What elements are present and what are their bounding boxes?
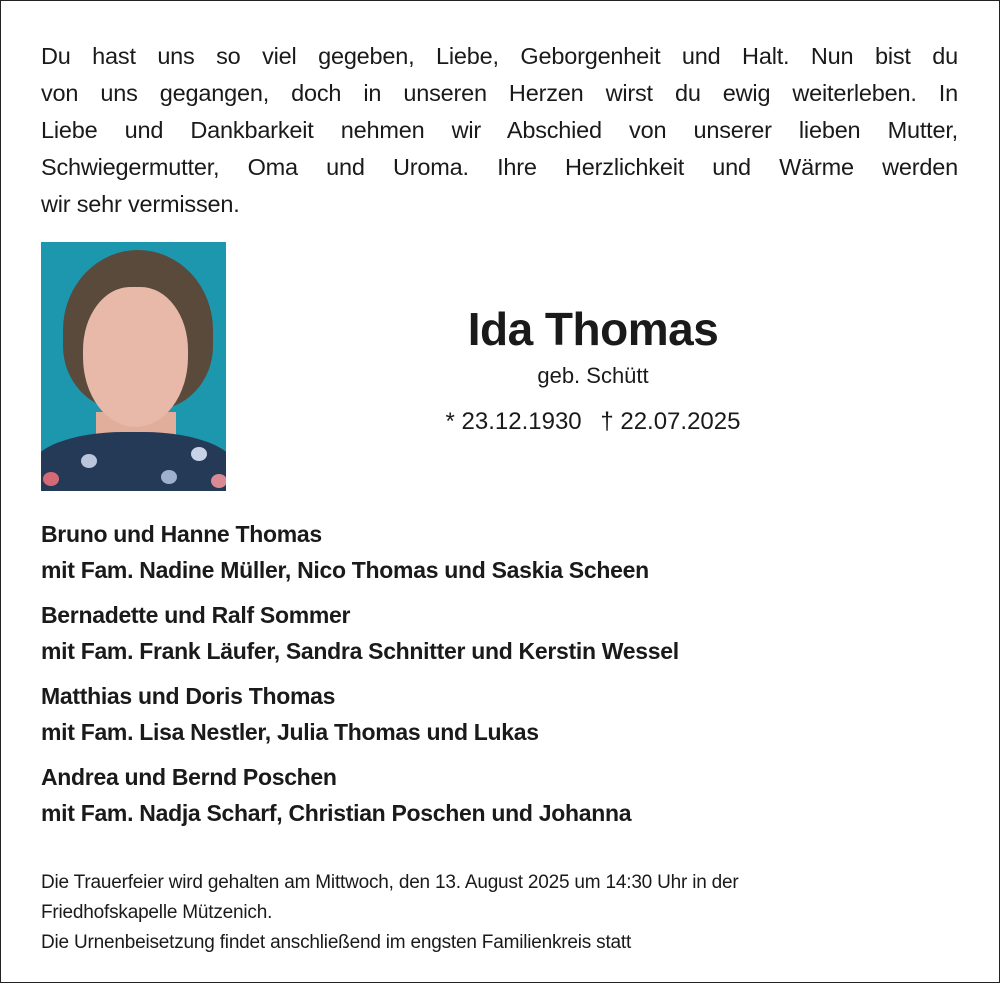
mourners-list: [41, 516, 679, 840]
intro-line: wir sehr vermissen.: [41, 191, 240, 217]
mourner-family: mit Fam. Nadja Scharf, Christian Poschen und Johanna: [41, 800, 632, 826]
birth-date: * 23.12.1930: [445, 408, 582, 435]
mourner-group: [41, 678, 679, 750]
intro-line: Liebe und Dankbarkeit nehmen wir Abschied von unserer lieben Mutter,: [41, 117, 958, 143]
mourner-family: mit Fam. Frank Läufer, Sandra Schnitter und Kerstin Wessel: [41, 638, 679, 664]
death-date: † 22.07.2025: [600, 408, 741, 435]
mourner-group: [41, 597, 679, 669]
mourner-names: Bruno und Hanne Thomas: [41, 521, 322, 547]
deceased-name: Ida Thomas: [467, 303, 719, 355]
portrait-photo: [41, 242, 226, 491]
mourner-family: mit Fam. Nadine Müller, Nico Thomas und Saskia Scheen: [41, 557, 649, 583]
mourner-family: mit Fam. Lisa Nestler, Julia Thomas und Lukas: [41, 719, 539, 745]
intro-line: Schwiegermutter, Oma und Uroma. Ihre Herzlichkeit und Wärme werden: [41, 154, 958, 180]
mourner-names: Matthias und Doris Thomas: [41, 683, 336, 709]
maiden-name: geb. Schütt: [537, 363, 649, 388]
life-dates: [393, 408, 793, 436]
funeral-info-line: Friedhofskapelle Mützenich.: [41, 902, 273, 923]
mourner-names: Andrea und Bernd Poschen: [41, 764, 337, 790]
mourner-group: [41, 759, 679, 831]
mourner-names: Bernadette und Ralf Sommer: [41, 602, 351, 628]
funeral-info: [41, 868, 739, 958]
funeral-info-line: Die Urnenbeisetzung findet anschließend im engsten Familienkreis statt: [41, 932, 632, 953]
intro-line: Du hast uns so viel gegeben, Liebe, Geborgenheit und Halt. Nun bist du: [41, 43, 958, 69]
mourner-group: [41, 516, 679, 588]
funeral-info-line: Die Trauerfeier wird gehalten am Mittwoch, den 13. August 2025 um 14:30 Uhr in der: [41, 872, 739, 893]
intro-text: [41, 38, 958, 223]
intro-line: von uns gegangen, doch in unseren Herzen wirst du ewig weiterleben. In: [41, 80, 958, 106]
